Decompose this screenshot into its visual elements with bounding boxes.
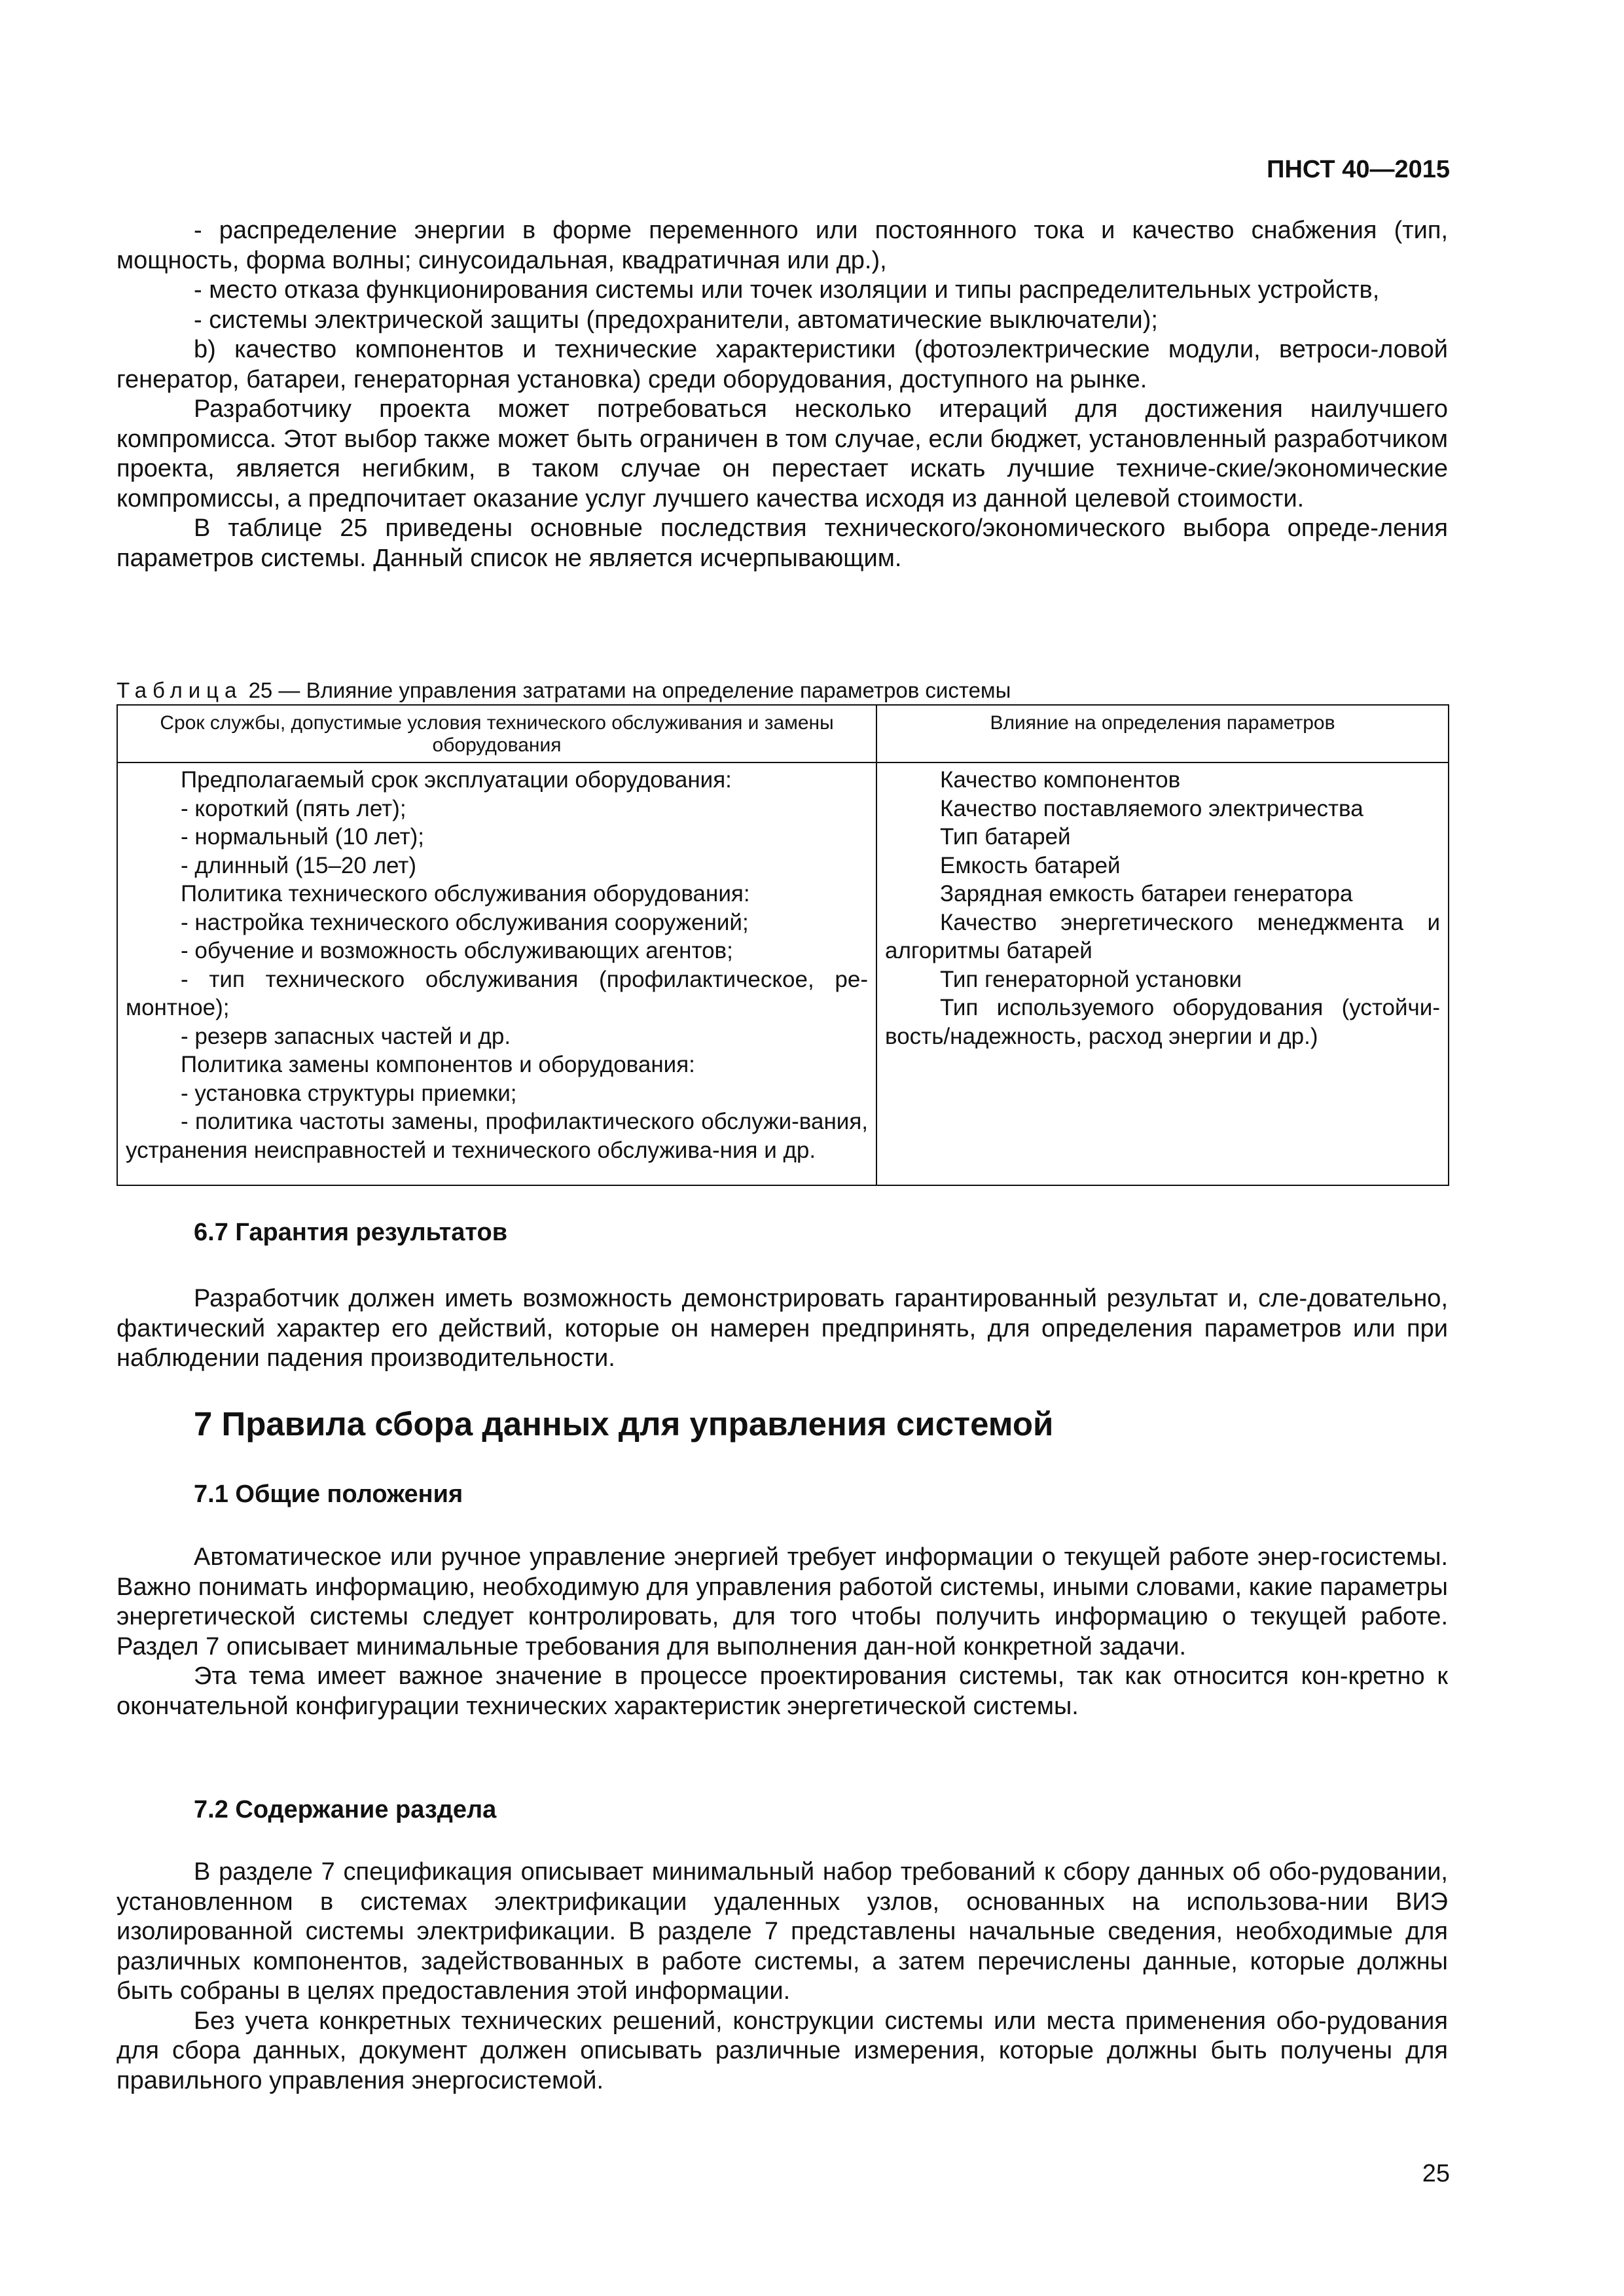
section-7-1-body [117, 1543, 1448, 1721]
paragraph: Автоматическое или ручное управление энергией требует информации о текущей работе энер-госистемы. Важно понимать информацию, необходимую для управления работой системы, иными словами, какие параметры энергетической системы следует контролировать, для того чтобы получить информацию о текущей работе. Раздел 7 описывает минимальные требования для выполнения дан-ной конкретной задачи. [117, 1543, 1448, 1660]
cell-influences [876, 762, 1449, 1185]
cell-line: Тип генераторной установки [940, 966, 1242, 992]
cell-line: - длинный (15–20 лет) [181, 852, 416, 878]
section-7-heading: 7 Правила сбора данных для управления системой [194, 1405, 1054, 1443]
cell-line: Емкость батарей [940, 852, 1121, 878]
cell-line: Предполагаемый срок эксплуатации оборудования: [181, 767, 732, 793]
cell-line: - установка структуры приемки; [181, 1080, 517, 1106]
cell-conditions [117, 762, 876, 1185]
cell-line: Тип используемого оборудования (устойчи-вость/надежность, расход энергии и др.) [885, 995, 1440, 1049]
paragraph: В таблице 25 приведены основные последствия технического/экономического выбора опреде-ления параметров системы. Данный список не является исчерпывающим. [117, 514, 1448, 572]
cell-line: Политика замены компонентов и оборудования: [181, 1052, 695, 1077]
list-item: - системы электрической защиты (предохранители, автоматические выключатели); [194, 306, 1158, 334]
table-header-row [117, 705, 1449, 762]
cell-line: Зарядная емкость батареи генератора [940, 881, 1353, 906]
cell-line: - обучение и возможность обслуживающих агентов; [181, 938, 733, 963]
list-item: - место отказа функционирования системы или точек изоляции и типы распределительных устройств, [194, 276, 1380, 304]
section-7-1-heading: 7.1 Общие положения [194, 1480, 463, 1508]
paragraph: Разработчику проекта может потребоваться несколько итераций для достижения наилучшего компромисса. Этот выбор также может быть ограничен в том случае, если бюджет, установленный разработчиком проекта, является негибким, в таком случае он перестает искать лучшие техниче-ские/экономические компромиссы, а предпочитает оказание услуг лучшего качества исходя из данной целевой стоимости. [117, 395, 1448, 512]
table-caption [117, 678, 1011, 703]
section-6-7-heading: 6.7 Гарантия результатов [194, 1219, 508, 1246]
paragraph: Без учета конкретных технических решений, конструкции системы или места применения обо-рудования для сбора данных, документ должен описывать различные измерения, которые должны быть получены для правильного управления энергосистемой. [117, 2007, 1448, 2094]
intro-block [117, 216, 1448, 573]
cell-line: - резерв запасных частей и др. [181, 1023, 511, 1049]
table-row [117, 762, 1449, 1185]
cell-line: Тип батарей [940, 824, 1071, 850]
page-number: 25 [1422, 2160, 1450, 2187]
paragraph: В разделе 7 спецификация описывает минимальный набор требований к сбору данных об обо-рудовании, установленном в системах электрификации удаленных узлов, основанных на использова-нии ВИЭ изолированной системы электрификации. В разделе 7 представлены начальные сведения, необходимые для различных компонентов, задействованных в работе системы, а затем перечислены данные, которые должны быть собраны в целях предоставления этой информации. [117, 1858, 1448, 2005]
section-7-2-heading: 7.2 Содержание раздела [194, 1796, 497, 1823]
cell-line: - политика частоты замены, профилактического обслужи-вания, устранения неисправностей и технического обслужива-ния и др. [126, 1109, 868, 1163]
cell-line: - тип технического обслуживания (профилактическое, ре-монтное); [126, 966, 868, 1020]
cell-line: Качество компонентов [940, 767, 1181, 793]
list-item: - распределение энергии в форме переменного или постоянного тока и качество снабжения (тип, мощность, форма волны; синусоидальная, квадратичная или др.), [117, 217, 1448, 274]
cell-line: - короткий (пять лет); [181, 795, 406, 821]
table-caption-prefix: Таблица [117, 678, 243, 702]
section-6-7-body [117, 1284, 1448, 1374]
header-lifetime-conditions: Срок службы, допустимые условия технического обслуживания и замены оборудования [117, 705, 876, 762]
section-7-2-body [117, 1857, 1448, 2096]
cell-line: - нормальный (10 лет); [181, 824, 425, 850]
paragraph: Разработчик должен иметь возможность демонстрировать гарантированный результат и, сле-довательно, фактический характер его действий, которые он намерен предпринять, для определения параметров или при наблюдении падения производительности. [117, 1285, 1448, 1372]
cell-line: - настройка технического обслуживания сооружений; [181, 909, 749, 935]
list-item: b) качество компонентов и технические характеристики (фотоэлектрические модули, ветроси-ловой генератор, батареи, генераторная установка) среди оборудования, доступного на рынке. [117, 336, 1448, 393]
document-code: ПНСТ 40—2015 [1267, 156, 1450, 183]
cell-line: Качество энергетического менеджмента и алгоритмы батарей [885, 909, 1440, 963]
table-25 [117, 704, 1449, 1186]
cell-line: Политика технического обслуживания оборудования: [181, 881, 750, 906]
table-caption-text: 25 — Влияние управления затратами на определение параметров системы [248, 678, 1011, 702]
cell-line: Качество поставляемого электричества [940, 795, 1363, 821]
paragraph: Эта тема имеет важное значение в процессе проектирования системы, так как относится кон-кретно к окончательной конфигурации технических характеристик энергетической системы. [117, 1662, 1448, 1720]
header-parameter-influence: Влияние на определения параметров [876, 705, 1449, 762]
